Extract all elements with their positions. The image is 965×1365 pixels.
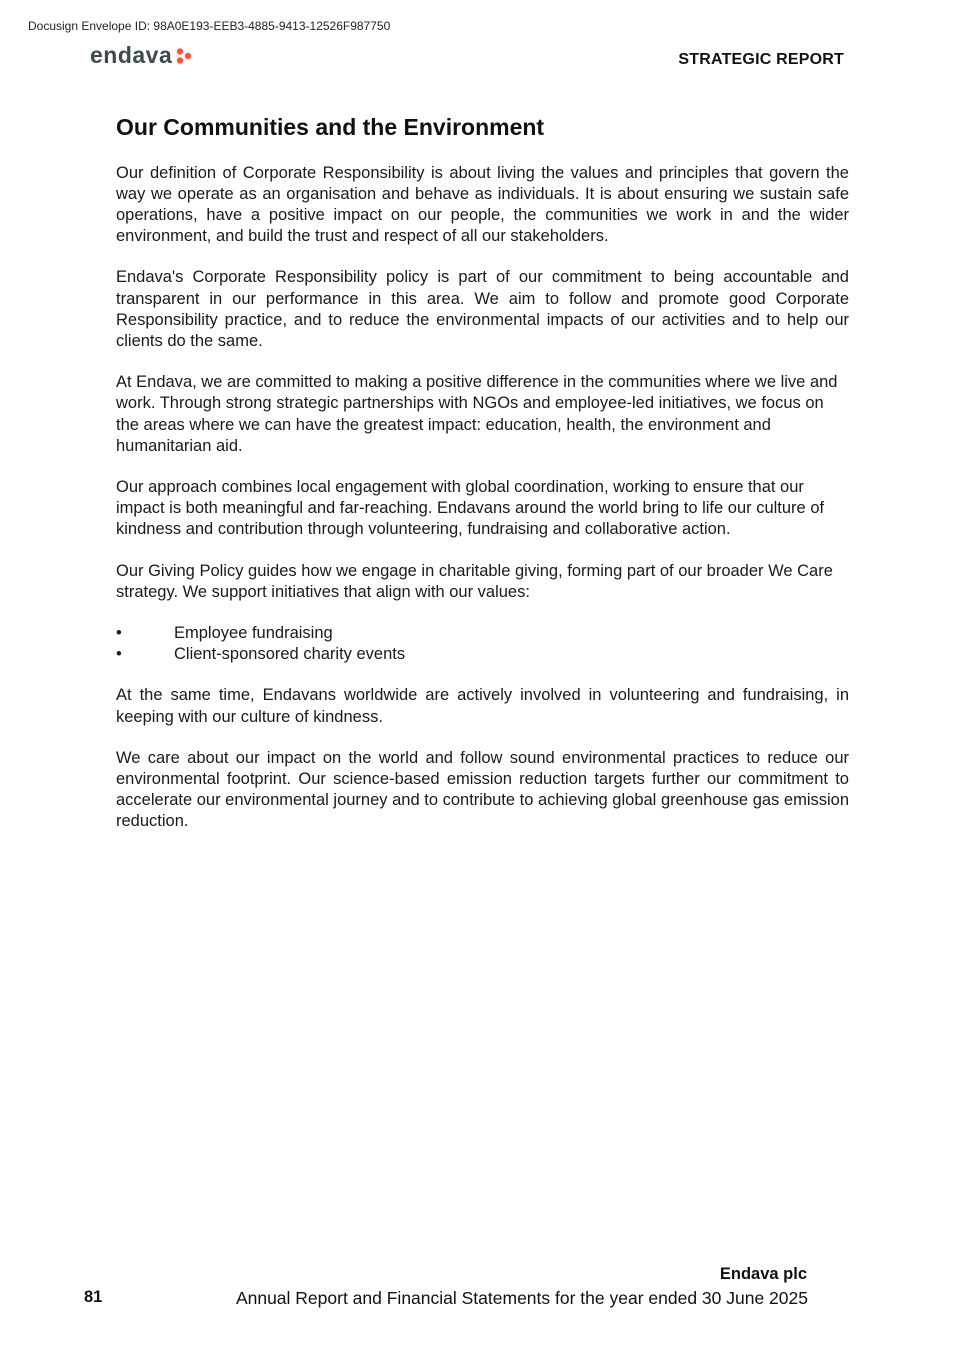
initiatives-list: [116, 623, 849, 665]
logo-wordmark: endava: [90, 42, 173, 68]
paragraph-approach: Our approach combines local engagement with global coordination, working to ensure that our impact is both meaningful and far-reaching. Endavans around the world bring to life our culture of kindness and contribution through volunteering, fundraising and collaborative action.: [116, 478, 825, 539]
page-title: Our Communities and the Environment: [116, 114, 545, 140]
list-item: [116, 623, 849, 644]
list-item-text: Employee fundraising: [174, 624, 333, 643]
list-item: [116, 644, 849, 665]
endava-mark-icon: [175, 47, 193, 65]
main-content: [116, 114, 849, 853]
paragraph-giving-policy: Our Giving Policy guides how we engage in charitable giving, forming part of our broader We Care strategy. We support initiatives that align with our values:: [116, 561, 833, 601]
footer-company: Endava plc: [719, 1265, 807, 1283]
paragraph-policy: Endava's Corporate Responsibility policy is part of our commitment to being accountable and transparent in our performance in this area. We aim to follow and promote good Corporate Responsibility practice, and to reduce the environmental impacts of our activities and to help our clients do the same.: [116, 268, 849, 351]
page-number: 81: [84, 1288, 103, 1306]
endava-logo: [90, 44, 193, 67]
footer-report-title: Annual Report and Financial Statements for the year ended 30 June 2025: [235, 1288, 808, 1308]
bullet-icon: •: [116, 645, 122, 664]
list-item-text: Client-sponsored charity events: [174, 645, 406, 664]
bullet-icon: •: [116, 624, 122, 643]
paragraph-environment: We care about our impact on the world and follow sound environmental practices to reduce our environmental footprint. Our science-based emission reduction targets further our commitment to accelerate our environmental journey and to contribute to achieving global greenhouse gas emission reduction.: [116, 748, 849, 831]
docusign-envelope-id: Docusign Envelope ID: 98A0E193-EEB3-4885-9413-12526F987750: [28, 19, 391, 33]
paragraph-volunteering: At the same time, Endavans worldwide are actively involved in volunteering and fundraising, in keeping with our culture of kindness.: [116, 686, 849, 726]
paragraph-commitment: At Endava, we are committed to making a positive difference in the communities where we live and work. Through strong strategic partnerships with NGOs and employee-led initiatives, we focus on the areas where we can have the greatest impact: education, health, the environment and humanitarian aid.: [116, 373, 838, 455]
section-label: STRATEGIC REPORT: [678, 51, 844, 68]
paragraph-definition: Our definition of Corporate Responsibility is about living the values and principles that govern the way we operate as an organisation and behave as individuals. It is about ensuring we sustain safe operations, have a positive impact on our people, the communities we work in and the wider environment, and build the trust and respect of all our stakeholders.: [116, 163, 849, 246]
